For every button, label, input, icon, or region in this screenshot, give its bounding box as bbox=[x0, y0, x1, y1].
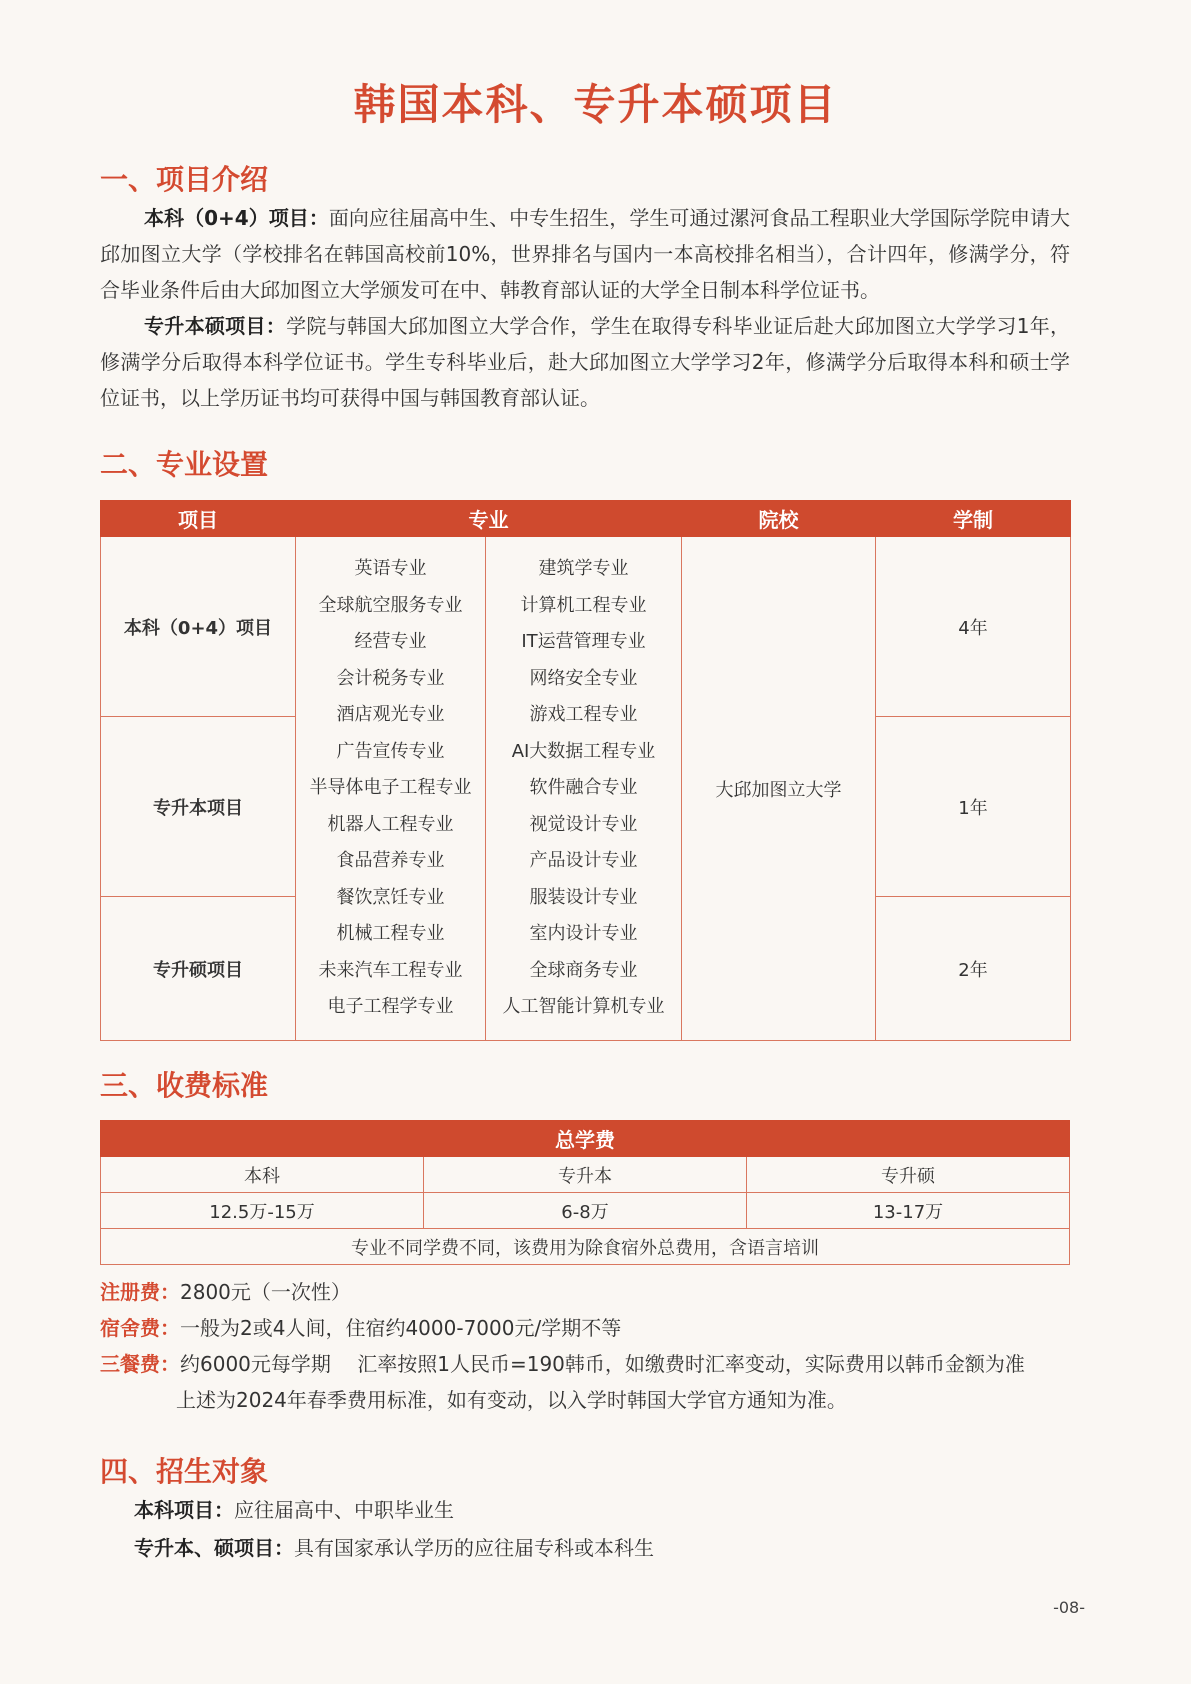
list-item: 酒店观光专业 bbox=[336, 704, 445, 726]
majors-header-school: 院校 bbox=[682, 501, 876, 537]
list-item: 建筑学专业 bbox=[538, 558, 629, 580]
list-item: 餐饮烹饪专业 bbox=[336, 886, 445, 908]
list-item: 会计税务专业 bbox=[336, 667, 445, 689]
fees-value-upgrade-bachelor: 6-8万 bbox=[424, 1193, 747, 1229]
target-upgrade bbox=[134, 1530, 654, 1566]
fees-values-row bbox=[101, 1193, 1070, 1229]
section-heading-fees: 三、收费标准 bbox=[100, 1069, 269, 1102]
section-heading-targets: 四、招生对象 bbox=[100, 1455, 269, 1488]
duration-upgrade-master: 2年 bbox=[876, 897, 1071, 1041]
fee-registration-label: 注册费： bbox=[100, 1280, 180, 1304]
intro-paragraph-bachelor bbox=[100, 200, 1070, 308]
target-upgrade-text: 具有国家承认学历的应往届专科或本科生 bbox=[294, 1536, 654, 1560]
target-upgrade-label: 专升本、硕项目： bbox=[134, 1536, 294, 1560]
fees-col-bachelor: 本科 bbox=[101, 1157, 424, 1193]
majors-header-project: 项目 bbox=[101, 501, 296, 537]
list-item: 游戏工程专业 bbox=[529, 704, 638, 726]
major-column-1 bbox=[296, 537, 486, 1041]
duration-bachelor: 4年 bbox=[876, 537, 1071, 717]
list-item: 全球商务专业 bbox=[529, 959, 638, 981]
target-bachelor-label: 本科项目： bbox=[134, 1498, 234, 1522]
page-number: -08- bbox=[1053, 1598, 1085, 1617]
fees-col-upgrade-bachelor: 专升本 bbox=[424, 1157, 747, 1193]
fees-title-row bbox=[101, 1121, 1070, 1157]
fee-dorm-label: 宿舍费： bbox=[100, 1316, 180, 1340]
target-bachelor-text: 应往届高中、中职毕业生 bbox=[234, 1498, 454, 1522]
program-upgrade-bachelor: 专升本项目 bbox=[101, 717, 296, 897]
list-item: 计算机工程专业 bbox=[520, 594, 647, 616]
list-item: 广告宣传专业 bbox=[336, 740, 445, 762]
fees-value-bachelor: 12.5万-15万 bbox=[101, 1193, 424, 1229]
intro-label-bachelor: 本科（0+4）项目： bbox=[144, 206, 329, 230]
list-item: 半导体电子工程专业 bbox=[309, 777, 472, 799]
list-item: 英语专业 bbox=[354, 558, 427, 580]
majors-header-duration: 学制 bbox=[876, 501, 1071, 537]
school-name: 大邱加图立大学 bbox=[682, 537, 876, 1041]
intro-paragraph-upgrade bbox=[100, 308, 1070, 416]
list-item: 电子工程学专业 bbox=[327, 996, 454, 1018]
list-item: 视觉设计专业 bbox=[529, 813, 638, 835]
list-item: 机械工程专业 bbox=[336, 923, 445, 945]
program-upgrade-master: 专升硕项目 bbox=[101, 897, 296, 1041]
fees-col-upgrade-master: 专升硕 bbox=[747, 1157, 1070, 1193]
major-column-2 bbox=[486, 537, 682, 1041]
fee-extra-note: 上述为2024年春季费用标准，如有变动，以入学时韩国大学官方通知为准。 bbox=[176, 1388, 847, 1412]
fee-registration-text: 2800元（一次性） bbox=[180, 1280, 351, 1304]
page-title: 韩国本科、专升本硕项目 bbox=[353, 80, 838, 129]
list-item: 产品设计专业 bbox=[529, 850, 638, 872]
section-heading-majors: 二、专业设置 bbox=[100, 448, 269, 481]
list-item: 室内设计专业 bbox=[529, 923, 638, 945]
fee-meals bbox=[100, 1346, 1025, 1382]
fee-meals-label: 三餐费： bbox=[100, 1352, 180, 1376]
list-item: AI大数据工程专业 bbox=[511, 740, 656, 762]
fees-table bbox=[100, 1120, 1070, 1265]
list-item: 软件融合专业 bbox=[529, 777, 638, 799]
fee-registration bbox=[100, 1274, 351, 1310]
intro-text-bachelor: 面向应往届高中生、中专生招生，学生可通过漯河食品工程职业大学国际学院申请大邱加图立大学（学校排名在韩国高校前10%，世界排名与国内一本高校排名相当），合计四年，修满学分，符合毕业条件后由大邱加图立大学颁发可在中、韩教育部认证的大学全日制本科学位证书。 bbox=[100, 206, 1071, 302]
fees-note-row bbox=[101, 1229, 1070, 1265]
list-item: 食品营养专业 bbox=[336, 850, 445, 872]
list-item: 全球航空服务专业 bbox=[318, 594, 463, 616]
target-bachelor bbox=[134, 1492, 454, 1528]
list-item: 服装设计专业 bbox=[529, 886, 638, 908]
intro-text-upgrade: 学院与韩国大邱加图立大学合作，学生在取得专科毕业证后赴大邱加图立大学学习1年，修满学分后取得本科学位证书。学生专科毕业后，赴大邱加图立大学学习2年，修满学分后取得本科和硕士学位证书，以上学历证书均可获得中国与韩国教育部认证。 bbox=[100, 314, 1071, 410]
list-item: 经营专业 bbox=[354, 631, 427, 653]
program-bachelor: 本科（0+4）项目 bbox=[101, 537, 296, 717]
intro-label-upgrade: 专升本硕项目： bbox=[144, 314, 287, 338]
fees-note: 专业不同学费不同，该费用为除食宿外总费用，含语言培训 bbox=[101, 1229, 1070, 1265]
section-heading-intro: 一、项目介绍 bbox=[100, 163, 269, 196]
fees-table-title: 总学费 bbox=[101, 1121, 1070, 1157]
fee-dorm bbox=[100, 1310, 621, 1346]
list-item: 机器人工程专业 bbox=[327, 813, 454, 835]
fees-cols-row bbox=[101, 1157, 1070, 1193]
list-item: 未来汽车工程专业 bbox=[318, 959, 463, 981]
list-item: 网络安全专业 bbox=[529, 667, 638, 689]
fees-value-upgrade-master: 13-17万 bbox=[747, 1193, 1070, 1229]
list-item: IT运营管理专业 bbox=[521, 631, 646, 653]
list-item: 人工智能计算机专业 bbox=[502, 996, 665, 1018]
fee-dorm-text: 一般为2或4人间，住宿约4000-7000元/学期不等 bbox=[180, 1316, 622, 1340]
fee-meals-text: 约6000元每学期 汇率按照1人民币=190韩币，如缴费时汇率变动，实际费用以韩币金额为准 bbox=[180, 1352, 1025, 1376]
majors-header-major: 专业 bbox=[296, 501, 682, 537]
duration-upgrade-bachelor: 1年 bbox=[876, 717, 1071, 897]
majors-header-row bbox=[101, 501, 1071, 537]
majors-table bbox=[100, 500, 1071, 1041]
table-row bbox=[101, 537, 1071, 717]
